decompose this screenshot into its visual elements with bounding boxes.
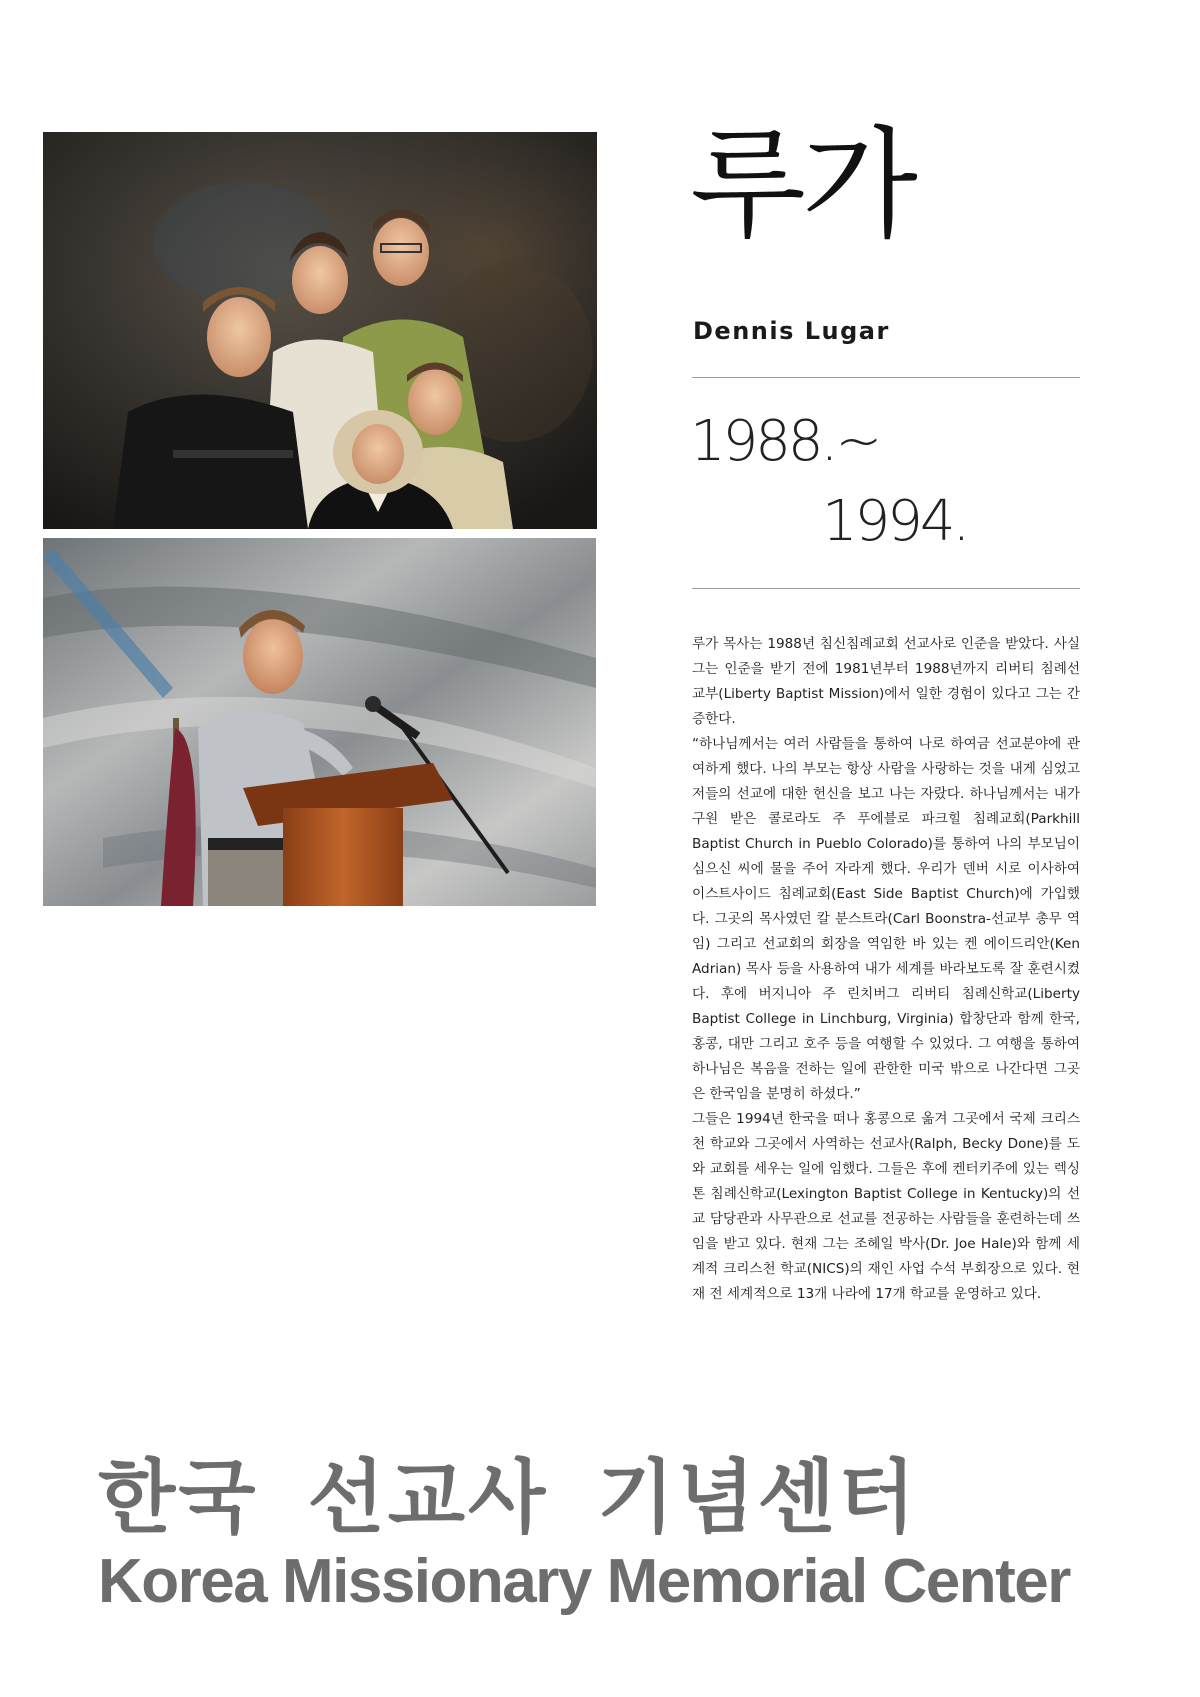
divider-top	[692, 377, 1080, 378]
missionary-name-english: Dennis Lugar	[693, 317, 890, 345]
footer-title-korean: 한국 선교사 기념센터	[98, 1451, 919, 1544]
service-period-end: 1994.	[822, 489, 968, 554]
divider-bottom	[692, 588, 1080, 589]
biography-text	[692, 632, 1080, 1307]
biography-paragraph: 루가 목사는 1988년 침신침례교회 선교사로 인준을 받았다. 사실 그는 인준을 받기 전에 1981년부터 1988년까지 리버티 침례선교부(Liberty Baptist Mission)에서 일한 경험이 있다고 그는 간증한다.	[692, 636, 1080, 727]
podium-speaker-photo	[43, 538, 596, 906]
biography-paragraph: 그들은 1994년 한국을 떠나 홍콩으로 옮겨 그곳에서 국제 크리스천 학교와 그곳에서 사역하는 선교사(Ralph, Becky Done)를 도와 교회를 세우는 일에 임했다. 그들은 후에 켄터키주에 있는 렉싱톤 침례신학교(Lexington Baptist College in Kentucky)의 선교 담당관과 사무관으로 선교를 전공하는 사람들을 훈련하는데 쓰임을 받고 있다. 현재 그는 조헤일 박사(Dr. Joe Hale)와 함께 세계적 크리스천 학교(NICS)의 재인 사업 수석 부회장으로 있다. 현재 전 세계적으로 13개 나라에 17개 학교를 운영하고 있다.	[692, 1111, 1080, 1302]
biography-paragraph: “하나님께서는 여러 사람들을 통하여 나로 하여금 선교분야에 관여하게 했다. 나의 부모는 항상 사람을 사랑하는 것을 내게 심었고 저들의 선교에 대한 헌신을 보고 나는 자랐다. 하나님께서는 내가 구원 받은 콜로라도 주 푸에블로 파크힐 침례교회(Parkhill Baptist Church in Pueblo Colorado)를 통하여 나의 부모님이 심으신 씨에 물을 주어 자라게 했다. 우리가 덴버 시로 이사하여 이스트사이드 침례교회(East Side Baptist Church)에 가입했다. 그곳의 목사였던 칼 분스트라(Carl Boonstra-선교부 총무 역임) 그리고 선교회의 회장을 역임한 바 있는 켄 에이드리안(Ken Adrian) 목사 등을 사용하여 내가 세계를 바라보도록 잘 훈련시켰다. 후에 버지니아 주 린치버그 리버티 침례신학교(Liberty Baptist College in Linchburg, Virginia) 합창단과 함께 한국, 홍콩, 대만 그리고 호주 등을 여행할 수 있었다. 그 여행을 통하여 하나님은 복음을 전하는 일에 관한한 미국 밖으로 나간다면 그곳은 한국임을 분명히 하셨다.”	[692, 736, 1080, 1102]
missionary-name-korean: 루가	[690, 116, 914, 255]
footer-title-english: Korea Missionary Memorial Center	[98, 1547, 1070, 1616]
family-portrait-photo	[43, 132, 597, 529]
service-period-start: 1988.~	[690, 409, 880, 474]
